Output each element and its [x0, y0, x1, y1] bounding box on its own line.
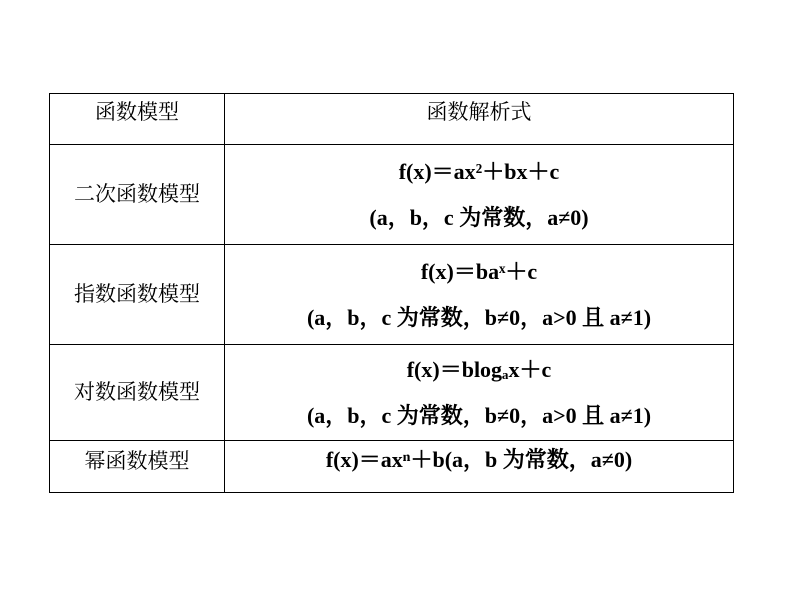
formula-cell — [225, 441, 734, 493]
model-name: 对数函数模型 — [74, 379, 200, 404]
header-formula-label: 函数解析式 — [426, 100, 532, 124]
header-cell-formula — [225, 94, 734, 145]
model-name-cell — [50, 245, 225, 345]
formula-line: f(x)＝baˣ＋c — [420, 258, 538, 284]
table-header-row — [50, 94, 734, 145]
model-name-cell — [50, 345, 225, 441]
table-row — [50, 441, 734, 493]
model-name-cell — [50, 441, 225, 493]
model-name-cell — [50, 145, 225, 245]
model-name: 指数函数模型 — [74, 281, 200, 306]
formula-cell — [225, 245, 734, 345]
formula-cell — [225, 145, 734, 245]
function-model-table — [49, 93, 734, 493]
table-row — [50, 245, 734, 345]
condition-line: (a，b，c 为常数，b≠0，a>0 且 a≠1) — [306, 304, 652, 330]
header-cell-model — [50, 94, 225, 145]
formula-line: f(x)＝ax²＋bx＋c — [398, 158, 560, 184]
condition-line: (a，b，c 为常数，b≠0，a>0 且 a≠1) — [306, 402, 652, 428]
table-row — [50, 145, 734, 245]
formula-line: f(x)＝axⁿ＋b(a，b 为常数，a≠0) — [325, 446, 633, 472]
model-name: 幂函数模型 — [84, 448, 190, 473]
table-row — [50, 345, 734, 441]
formula-cell — [225, 345, 734, 441]
condition-line: (a，b，c 为常数，a≠0) — [369, 204, 589, 230]
header-model-label: 函数模型 — [95, 100, 179, 124]
model-name: 二次函数模型 — [74, 181, 200, 206]
formula-line: f(x)＝blogₐx＋c — [406, 356, 552, 382]
